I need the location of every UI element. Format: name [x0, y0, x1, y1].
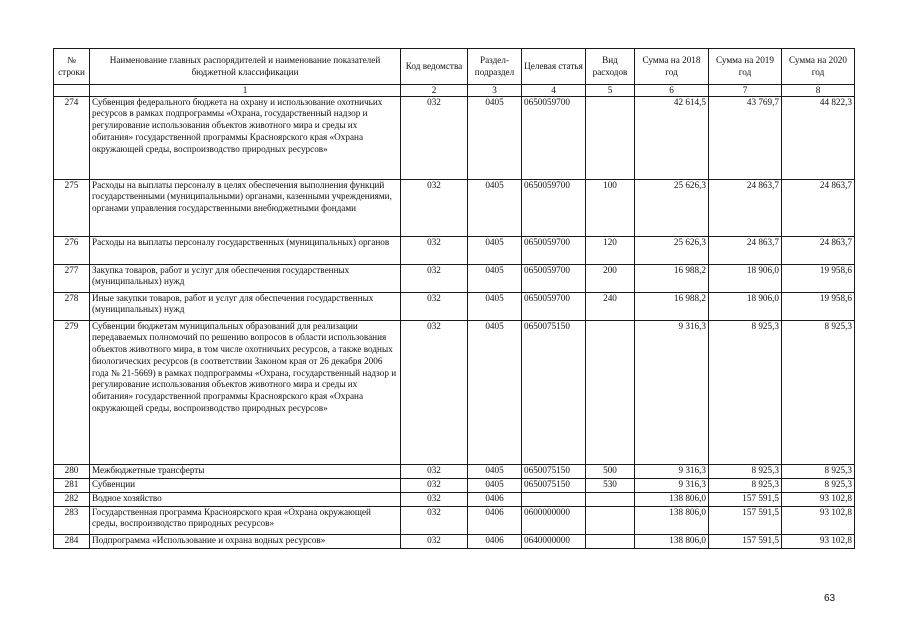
department-code: 032 — [401, 264, 468, 292]
section-code: 0405 — [468, 292, 522, 320]
sum-2019: 18 906,0 — [709, 292, 782, 320]
sum-2018: 9 316,3 — [635, 464, 709, 478]
expense-type-code: 200 — [586, 264, 635, 292]
expense-type-code: 530 — [586, 478, 635, 492]
sum-2019: 157 591,5 — [709, 534, 782, 548]
department-code: 032 — [401, 464, 468, 478]
sum-2018: 9 316,3 — [635, 478, 709, 492]
sum-2019: 24 863,7 — [709, 236, 782, 264]
sum-2018: 9 316,3 — [635, 320, 709, 464]
table-row — [54, 506, 855, 534]
department-code: 032 — [401, 478, 468, 492]
sum-2019: 8 925,3 — [709, 464, 782, 478]
sum-2019: 43 769,7 — [709, 96, 782, 179]
expense-type-code: 120 — [586, 236, 635, 264]
column-number — [54, 85, 90, 97]
target-item-code: 0650075150 — [522, 478, 586, 492]
target-item-code: 0650075150 — [522, 464, 586, 478]
table-row — [54, 478, 855, 492]
table-row — [54, 534, 855, 548]
sum-2019: 8 925,3 — [709, 478, 782, 492]
sum-2019: 24 863,7 — [709, 179, 782, 236]
table-row — [54, 492, 855, 506]
column-number: 8 — [782, 85, 855, 97]
expense-type-code — [586, 534, 635, 548]
department-code: 032 — [401, 534, 468, 548]
section-code: 0405 — [468, 320, 522, 464]
section-code: 0406 — [468, 492, 522, 506]
header-row — [54, 49, 855, 85]
row-name: Расходы на выплаты персоналу государственных (муниципальных) органов — [90, 236, 401, 264]
section-code: 0406 — [468, 506, 522, 534]
sum-2018: 25 626,3 — [635, 236, 709, 264]
column-number: 2 — [401, 85, 468, 97]
department-code: 032 — [401, 96, 468, 179]
sum-2020: 24 863,7 — [782, 236, 855, 264]
column-number: 3 — [468, 85, 522, 97]
row-name: Субвенция федерального бюджета на охрану и использование охотничьих ресурсов в рамках подпрограммы «Охрана, государственный надзор и регулирование использования объектов животного мира и среды их обитания» государственной программы Красноярского края «Охрана окружающей среды, воспроизводство природных ресурсов» — [90, 96, 401, 179]
department-code: 032 — [401, 320, 468, 464]
expense-type-code — [586, 506, 635, 534]
row-number: 277 — [54, 264, 90, 292]
row-name: Межбюджетные трансферты — [90, 464, 401, 478]
row-number: 282 — [54, 492, 90, 506]
expense-type-code: 240 — [586, 292, 635, 320]
target-item-code: 0650059700 — [522, 96, 586, 179]
sum-2020: 44 822,3 — [782, 96, 855, 179]
sum-2018: 42 614,5 — [635, 96, 709, 179]
column-number: 5 — [586, 85, 635, 97]
column-number: 6 — [635, 85, 709, 97]
target-item-code: 0650059700 — [522, 236, 586, 264]
row-number: 275 — [54, 179, 90, 236]
row-number: 280 — [54, 464, 90, 478]
target-item-code — [522, 492, 586, 506]
sum-2018: 138 806,0 — [635, 506, 709, 534]
section-code: 0405 — [468, 236, 522, 264]
sum-2020: 8 925,3 — [782, 320, 855, 464]
row-number: 283 — [54, 506, 90, 534]
section-code: 0405 — [468, 179, 522, 236]
row-name: Иные закупки товаров, работ и услуг для обеспечения государственных (муниципальных) нужд — [90, 292, 401, 320]
sum-2018: 25 626,3 — [635, 179, 709, 236]
sum-2020: 8 925,3 — [782, 464, 855, 478]
row-number: 279 — [54, 320, 90, 464]
page-number: 63 — [824, 593, 836, 604]
target-item-code: 0640000000 — [522, 534, 586, 548]
table-row — [54, 320, 855, 464]
section-code: 0406 — [468, 534, 522, 548]
col-header-department-code: Код ведомства — [401, 49, 468, 85]
sum-2018: 16 988,2 — [635, 264, 709, 292]
target-item-code: 0650059700 — [522, 264, 586, 292]
col-header-sum-2019: Сумма на 2019 год — [709, 49, 782, 85]
row-name: Закупка товаров, работ и услуг для обеспечения государственных (муниципальных) нужд — [90, 264, 401, 292]
sum-2020: 93 102,8 — [782, 492, 855, 506]
department-code: 032 — [401, 506, 468, 534]
section-code: 0405 — [468, 464, 522, 478]
col-header-section: Раздел-подраздел — [468, 49, 522, 85]
table-row — [54, 179, 855, 236]
department-code: 032 — [401, 292, 468, 320]
row-name: Субвенции бюджетам муниципальных образований для реализации передаваемых полномочий по решению вопросов в области использования объектов животного мира, в том числе охотничьих ресурсов, а также водных биологических ресурсов (в соответствии Законом края от 26 декабря 2006 года № 21-5669) в рамках подпрограммы «Охрана, государственный надзор и регулирование использования объектов животного мира и среды их обитания» государственной программы Красноярского края «Охрана окружающей среды, воспроизводство природных ресурсов» — [90, 320, 401, 464]
row-number: 281 — [54, 478, 90, 492]
row-name: Расходы на выплаты персоналу в целях обеспечения выполнения функций государственными (муниципальными) органами, казенными учреждениями, органами управления государственными внебюджетными фондами — [90, 179, 401, 236]
column-number: 4 — [522, 85, 586, 97]
sum-2019: 157 591,5 — [709, 506, 782, 534]
col-header-expense-type: Вид расходов — [586, 49, 635, 85]
target-item-code: 0650075150 — [522, 320, 586, 464]
row-name: Государственная программа Красноярского края «Охрана окружающей среды, воспроизводство природных ресурсов» — [90, 506, 401, 534]
expense-type-code: 500 — [586, 464, 635, 478]
col-header-row-number: № строки — [54, 49, 90, 85]
col-header-target-item: Целевая статья — [522, 49, 586, 85]
column-number: 7 — [709, 85, 782, 97]
department-code: 032 — [401, 236, 468, 264]
sum-2020: 8 925,3 — [782, 478, 855, 492]
expense-type-code: 100 — [586, 179, 635, 236]
expense-type-code — [586, 492, 635, 506]
target-item-code: 0600000000 — [522, 506, 586, 534]
expense-type-code — [586, 320, 635, 464]
section-code: 0405 — [468, 96, 522, 179]
row-number: 274 — [54, 96, 90, 179]
section-code: 0405 — [468, 478, 522, 492]
budget-table — [53, 48, 855, 549]
row-name: Водное хозяйство — [90, 492, 401, 506]
col-header-sum-2020: Сумма на 2020 год — [782, 49, 855, 85]
department-code: 032 — [401, 492, 468, 506]
row-number: 278 — [54, 292, 90, 320]
column-number: 1 — [90, 85, 401, 97]
expense-type-code — [586, 96, 635, 179]
table-row — [54, 264, 855, 292]
row-number: 276 — [54, 236, 90, 264]
table-row — [54, 96, 855, 179]
sum-2020: 93 102,8 — [782, 506, 855, 534]
table-row — [54, 236, 855, 264]
section-code: 0405 — [468, 264, 522, 292]
sum-2018: 138 806,0 — [635, 534, 709, 548]
column-number-row — [54, 85, 855, 97]
sum-2020: 24 863,7 — [782, 179, 855, 236]
sum-2020: 19 958,6 — [782, 292, 855, 320]
sum-2020: 19 958,6 — [782, 264, 855, 292]
target-item-code: 0650059700 — [522, 292, 586, 320]
col-header-name: Наименование главных распорядителей и наименование показателей бюджетной классификации — [90, 49, 401, 85]
target-item-code: 0650059700 — [522, 179, 586, 236]
sum-2019: 8 925,3 — [709, 320, 782, 464]
row-number: 284 — [54, 534, 90, 548]
row-name: Подпрограмма «Использование и охрана водных ресурсов» — [90, 534, 401, 548]
table-row — [54, 292, 855, 320]
sum-2019: 18 906,0 — [709, 264, 782, 292]
sum-2018: 16 988,2 — [635, 292, 709, 320]
sum-2019: 157 591,5 — [709, 492, 782, 506]
sum-2020: 93 102,8 — [782, 534, 855, 548]
department-code: 032 — [401, 179, 468, 236]
table-row — [54, 464, 855, 478]
sum-2018: 138 806,0 — [635, 492, 709, 506]
col-header-sum-2018: Сумма на 2018 год — [635, 49, 709, 85]
row-name: Субвенции — [90, 478, 401, 492]
